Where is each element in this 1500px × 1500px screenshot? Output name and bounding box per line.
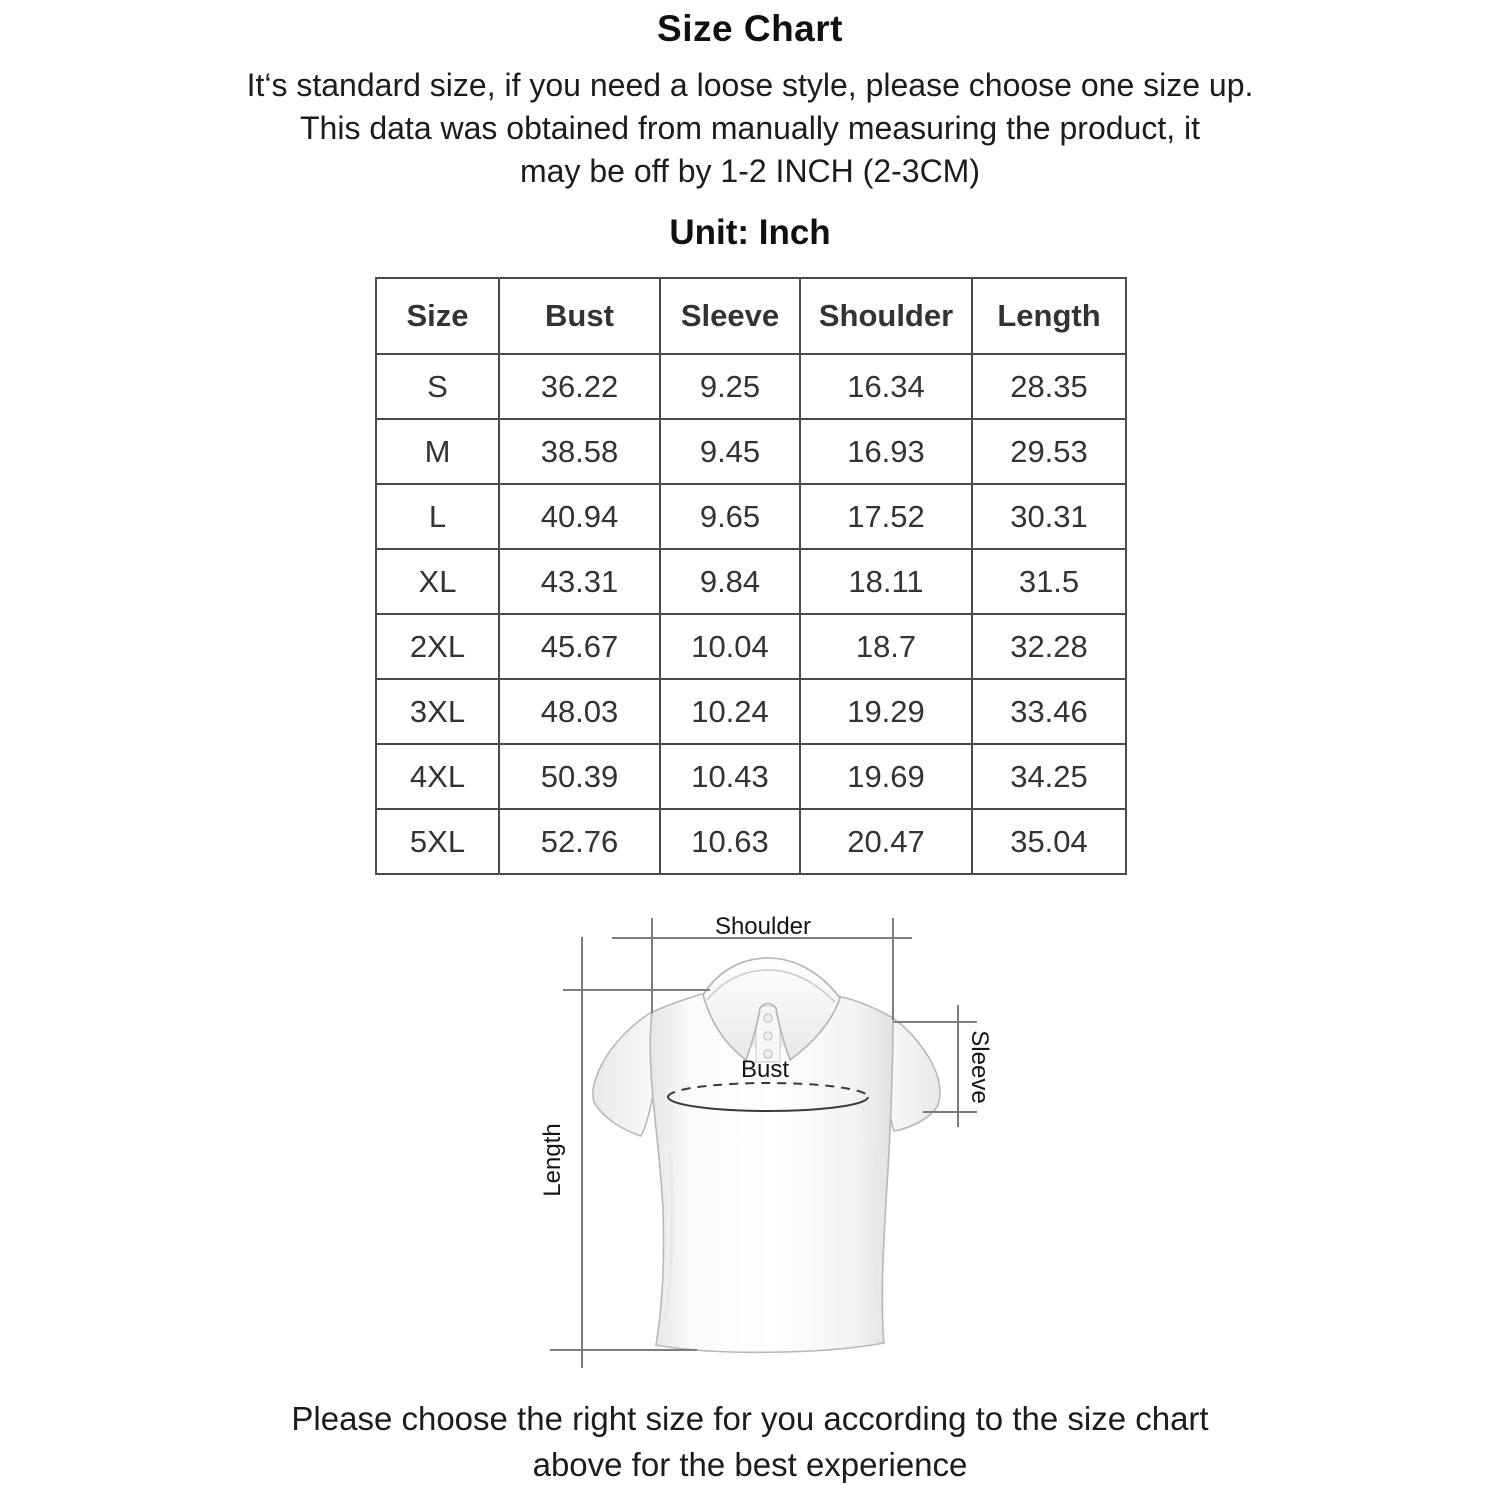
table-row (376, 809, 1126, 874)
measurement-cell: 10.43 (660, 744, 800, 809)
measurement-cell: 33.46 (972, 679, 1126, 744)
size-cell: 2XL (376, 614, 499, 679)
table-header-row (376, 278, 1126, 354)
measurement-cell: 38.58 (499, 419, 660, 484)
size-cell: M (376, 419, 499, 484)
measurement-cell: 50.39 (499, 744, 660, 809)
measurement-cell: 19.69 (800, 744, 972, 809)
measurement-cell: 9.25 (660, 354, 800, 419)
intro-line-3: may be off by 1-2 INCH (2-3CM) (520, 153, 980, 189)
table-row (376, 354, 1126, 419)
shirt-measurement-diagram (515, 895, 1005, 1390)
measurement-cell: 18.11 (800, 549, 972, 614)
left-sleeve (593, 1012, 658, 1136)
measurement-cell: 16.34 (800, 354, 972, 419)
length-label: Length (539, 1123, 566, 1197)
measurement-cell: 35.04 (972, 809, 1126, 874)
header-bust: Bust (499, 278, 660, 354)
size-cell: 5XL (376, 809, 499, 874)
measurement-cell: 17.52 (800, 484, 972, 549)
unit-label: Unit: Inch (669, 213, 831, 252)
measurement-cell: 52.76 (499, 809, 660, 874)
measurement-cell: 10.04 (660, 614, 800, 679)
measurement-cell: 10.63 (660, 809, 800, 874)
size-cell: 4XL (376, 744, 499, 809)
intro-line-2: This data was obtained from manually measuring the product, it (299, 110, 1200, 146)
measurement-cell: 20.47 (800, 809, 972, 874)
header-shoulder: Shoulder (800, 278, 972, 354)
measurement-cell: 48.03 (499, 679, 660, 744)
measurement-cell: 40.94 (499, 484, 660, 549)
measurement-cell: 9.65 (660, 484, 800, 549)
footer-text (0, 1396, 1500, 1488)
size-chart-table (375, 277, 1127, 875)
footer-line-2: above for the best experience (532, 1446, 968, 1483)
measurement-cell: 29.53 (972, 419, 1126, 484)
size-cell: L (376, 484, 499, 549)
header-length: Length (972, 278, 1126, 354)
measurement-cell: 43.31 (499, 549, 660, 614)
measurement-cell: 45.67 (499, 614, 660, 679)
table-row (376, 549, 1126, 614)
button (764, 1014, 772, 1022)
shoulder-label: Shoulder (714, 913, 812, 940)
size-cell: S (376, 354, 499, 419)
size-table-body (376, 354, 1126, 874)
table-row (376, 744, 1126, 809)
table-row (376, 679, 1126, 744)
measurement-cell: 31.5 (972, 549, 1126, 614)
measurement-cell: 9.84 (660, 549, 800, 614)
size-cell: XL (376, 549, 499, 614)
table-row (376, 419, 1126, 484)
measurement-cell: 34.25 (972, 744, 1126, 809)
table-row (376, 484, 1126, 549)
measurement-cell: 32.28 (972, 614, 1126, 679)
page-title: Size Chart (657, 8, 843, 49)
size-cell: 3XL (376, 679, 499, 744)
button (764, 1032, 772, 1040)
table-row (376, 614, 1126, 679)
measurement-cell: 10.24 (660, 679, 800, 744)
measurement-cell: 9.45 (660, 419, 800, 484)
measurement-cell: 30.31 (972, 484, 1126, 549)
intro-line-1: It‘s standard size, if you need a loose style, please choose one size up. (246, 67, 1254, 103)
measurement-cell: 28.35 (972, 354, 1126, 419)
sleeve-label: Sleeve (966, 1030, 993, 1104)
footer-line-1: Please choose the right size for you according to the size chart (291, 1400, 1209, 1437)
measurement-cell: 18.7 (800, 614, 972, 679)
intro-text (0, 64, 1500, 193)
measurement-cell: 16.93 (800, 419, 972, 484)
measurement-cell: 36.22 (499, 354, 660, 419)
measurement-cell: 19.29 (800, 679, 972, 744)
polo-shirt-illustration (593, 958, 940, 1352)
header-sleeve: Sleeve (660, 278, 800, 354)
bust-label: Bust (740, 1056, 790, 1083)
header-size: Size (376, 278, 499, 354)
